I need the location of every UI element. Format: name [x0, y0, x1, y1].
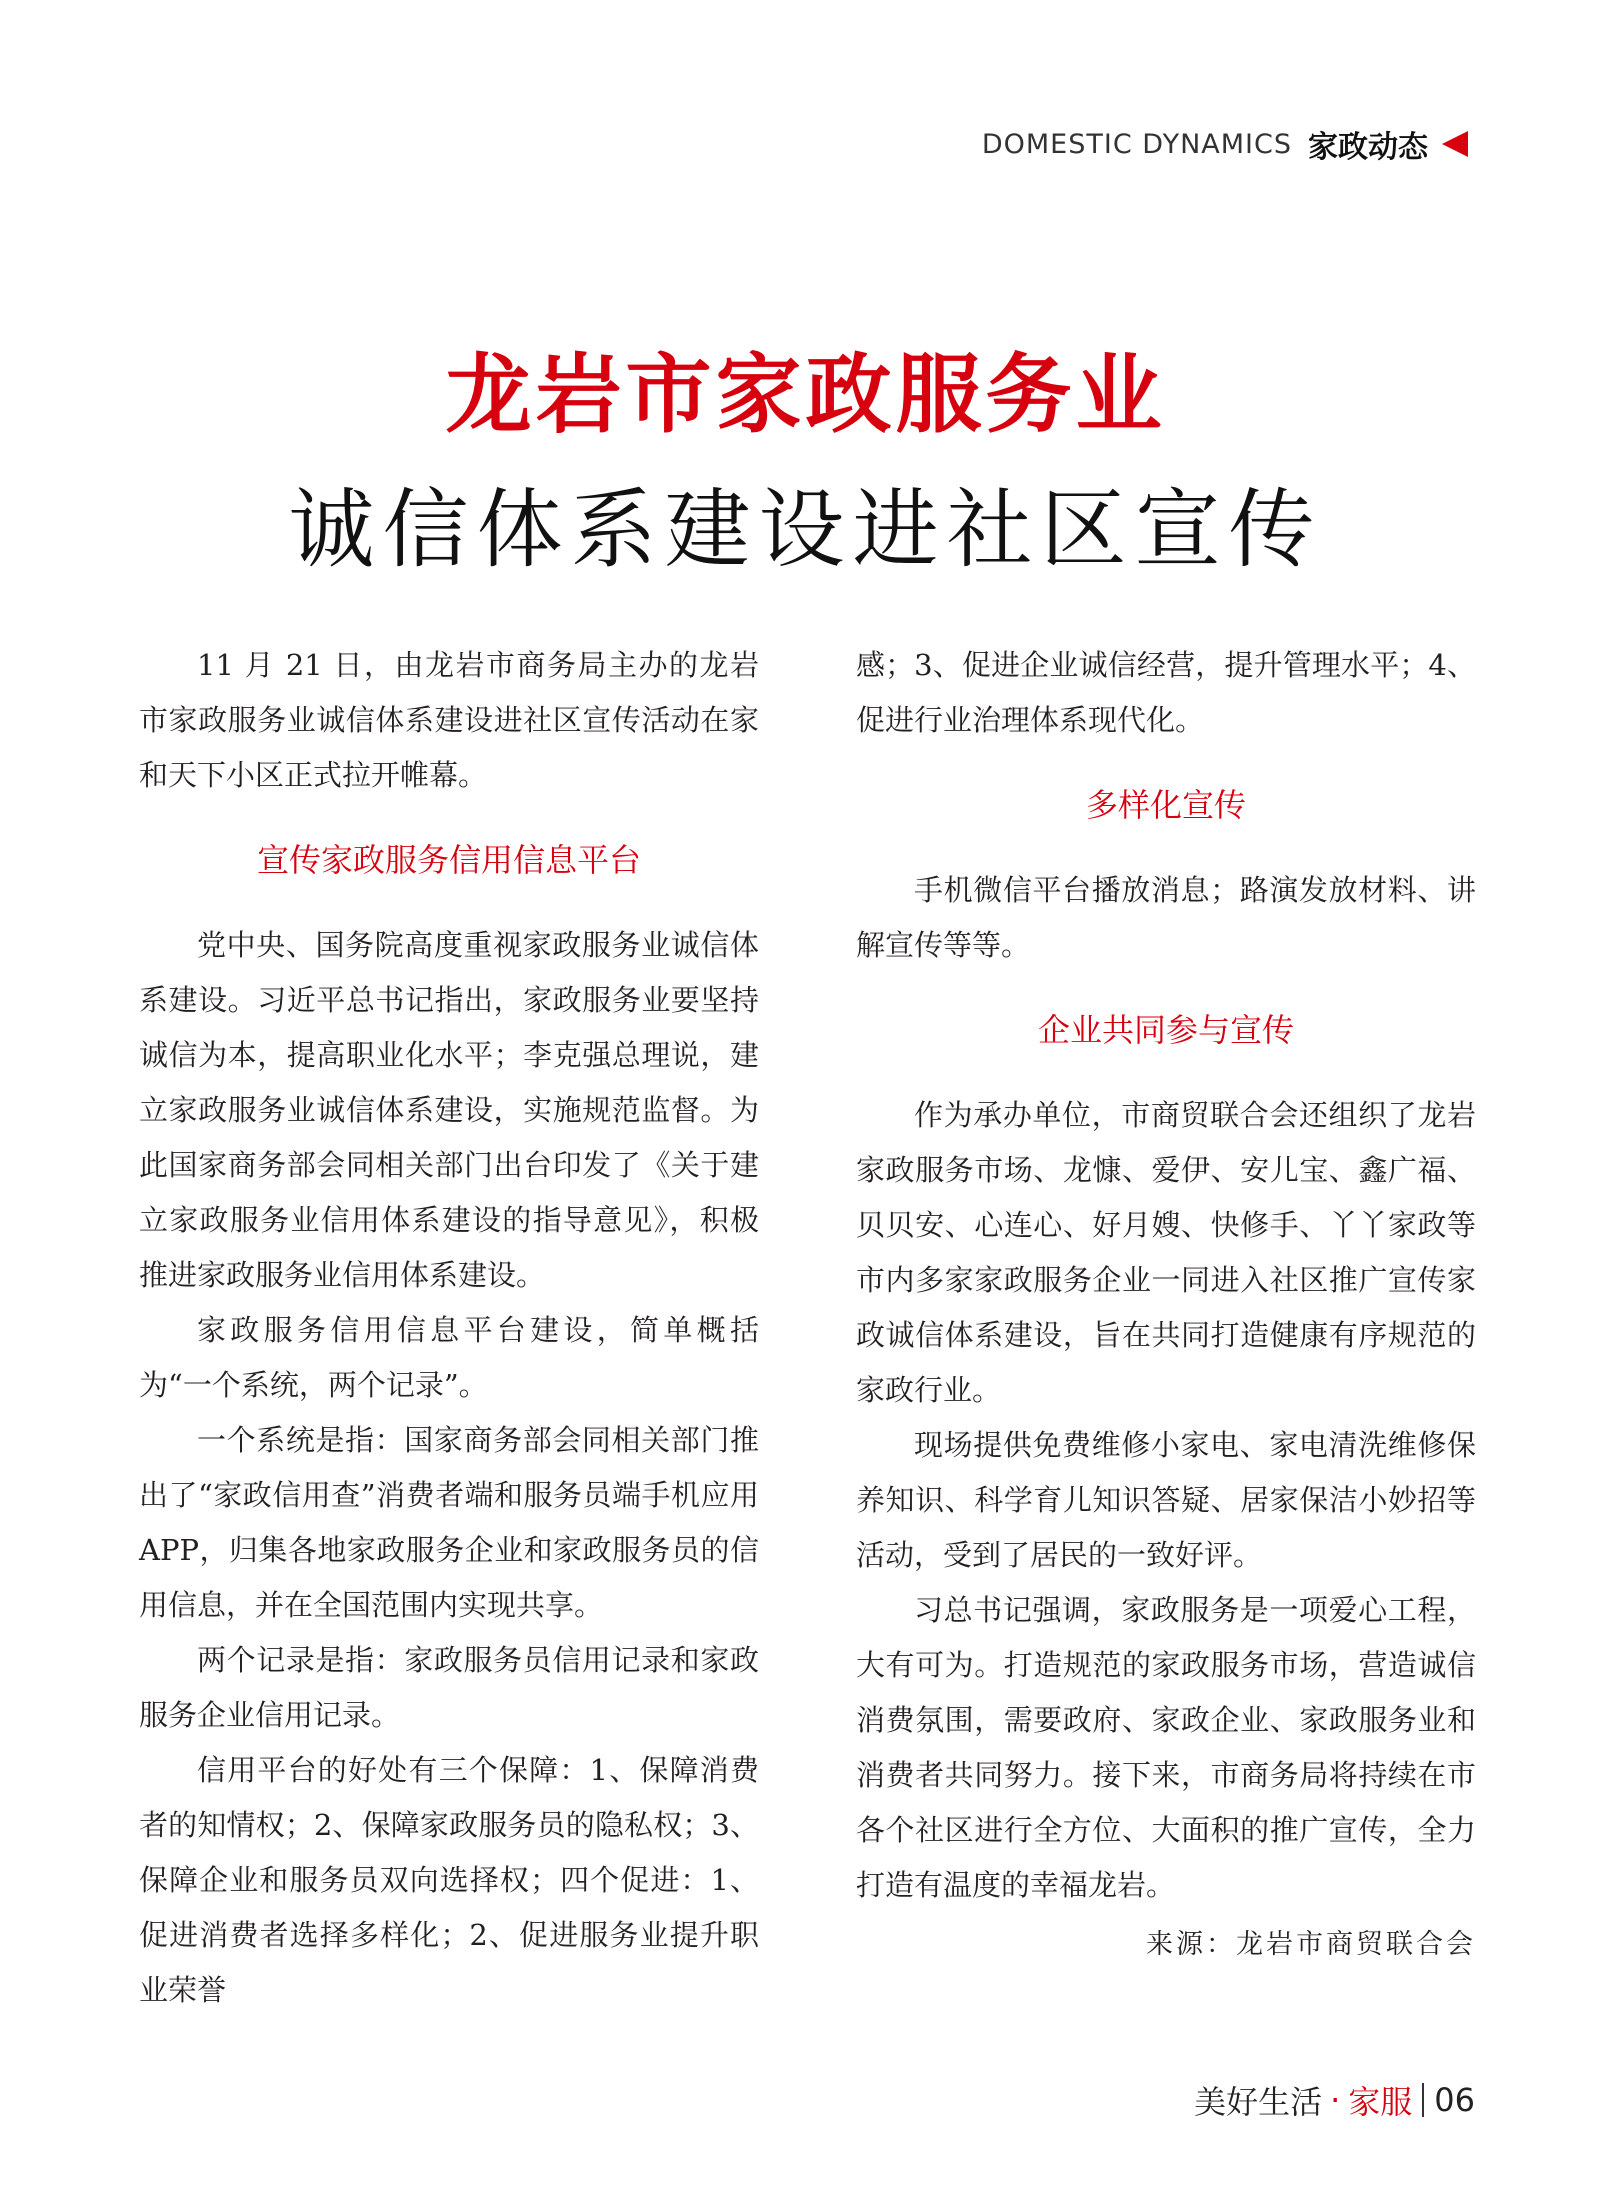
left-column	[139, 638, 759, 2018]
body-paragraph: 习总书记强调，家政服务是一项爱心工程，大有可为。打造规范的家政服务市场，营造诚信消费氛围，需要政府、家政企业、家政服务业和消费者共同努力。接下来，市商务局将持续在市各个社区进行全方位、大面积的推广宣传，全力打造有温度的幸福龙岩。	[856, 1593, 1476, 1902]
article-title-line1: 龙岩市家政服务业	[445, 345, 1166, 445]
magazine-brand: 家服	[1348, 2083, 1413, 2121]
body-paragraph: 作为承办单位，市商贸联合会还组织了龙岩家政服务市场、龙慷、爱伊、安儿宝、鑫广福、贝贝安、心连心、好月嫂、快修手、丫丫家政等市内多家家政服务企业一同进入社区推广宣传家政诚信体系建设，旨在共同打造健康有序规范的家政行业。	[856, 1098, 1476, 1407]
section-label-chinese: 家政动态	[1308, 130, 1428, 165]
intro-paragraph: 11 月 21 日，由龙岩市商务局主办的龙岩市家政服务业诚信体系建设进社区宣传活动在家和天下小区正式拉开帷幕。	[139, 648, 759, 792]
section-heading-enterprise-participation: 企业共同参与宣传	[1037, 1011, 1294, 1049]
article-title-line2: 诚信体系建设进社区宣传	[288, 480, 1323, 580]
source-credit: 来源：龙岩市商贸联合会	[1146, 1929, 1476, 1960]
page-footer	[1194, 2077, 1475, 2123]
footer-divider	[1422, 2083, 1424, 2117]
triangle-left-icon	[1442, 131, 1468, 157]
section-header	[982, 122, 1468, 166]
section-label-english: DOMESTIC DYNAMICS	[981, 128, 1292, 160]
section-heading-credit-platform: 宣传家政服务信用信息平台	[256, 841, 641, 879]
body-paragraph: 家政服务信用信息平台建设，简单概括为“一个系统，两个记录”。	[139, 1313, 759, 1402]
body-paragraph: 现场提供免费维修小家电、家电清洗维修保养知识、科学育儿知识答疑、居家保洁小妙招等活动，受到了居民的一致好评。	[856, 1428, 1476, 1572]
body-paragraph: 手机微信平台播放消息；路演发放材料、讲解宣传等等。	[856, 873, 1476, 962]
page-number: 06	[1434, 2081, 1475, 2119]
section-heading-diverse-promotion: 多样化宣传	[1085, 786, 1246, 824]
right-column	[856, 638, 1476, 1972]
body-paragraph-continued: 感；3、促进企业诚信经营，提升管理水平；4、促进行业治理体系现代化。	[856, 648, 1476, 737]
magazine-name: 美好生活	[1194, 2083, 1323, 2121]
body-paragraph: 两个记录是指：家政服务员信用记录和家政服务企业信用记录。	[139, 1643, 759, 1732]
body-paragraph: 信用平台的好处有三个保障：1、保障消费者的知情权；2、保障家政服务员的隐私权；3、保障企业和服务员双向选择权；四个促进：1、促进消费者选择多样化；2、促进服务业提升职业荣誉	[139, 1753, 759, 2007]
body-paragraph: 一个系统是指：国家商务部会同相关部门推出了“家政信用查”消费者端和服务员端手机应用 APP，归集各地家政服务企业和家政服务员的信用信息，并在全国范围内实现共享。	[139, 1423, 759, 1622]
body-paragraph: 党中央、国务院高度重视家政服务业诚信体系建设。习近平总书记指出，家政服务业要坚持诚信为本，提高职业化水平；李克强总理说，建立家政服务业诚信体系建设，实施规范监督。为此国家商务部会同相关部门出台印发了《关于建立家政服务业信用体系建设的指导意见》，积极推进家政服务业信用体系建设。	[139, 928, 759, 1292]
footer-separator-dot: ·	[1330, 2081, 1341, 2119]
